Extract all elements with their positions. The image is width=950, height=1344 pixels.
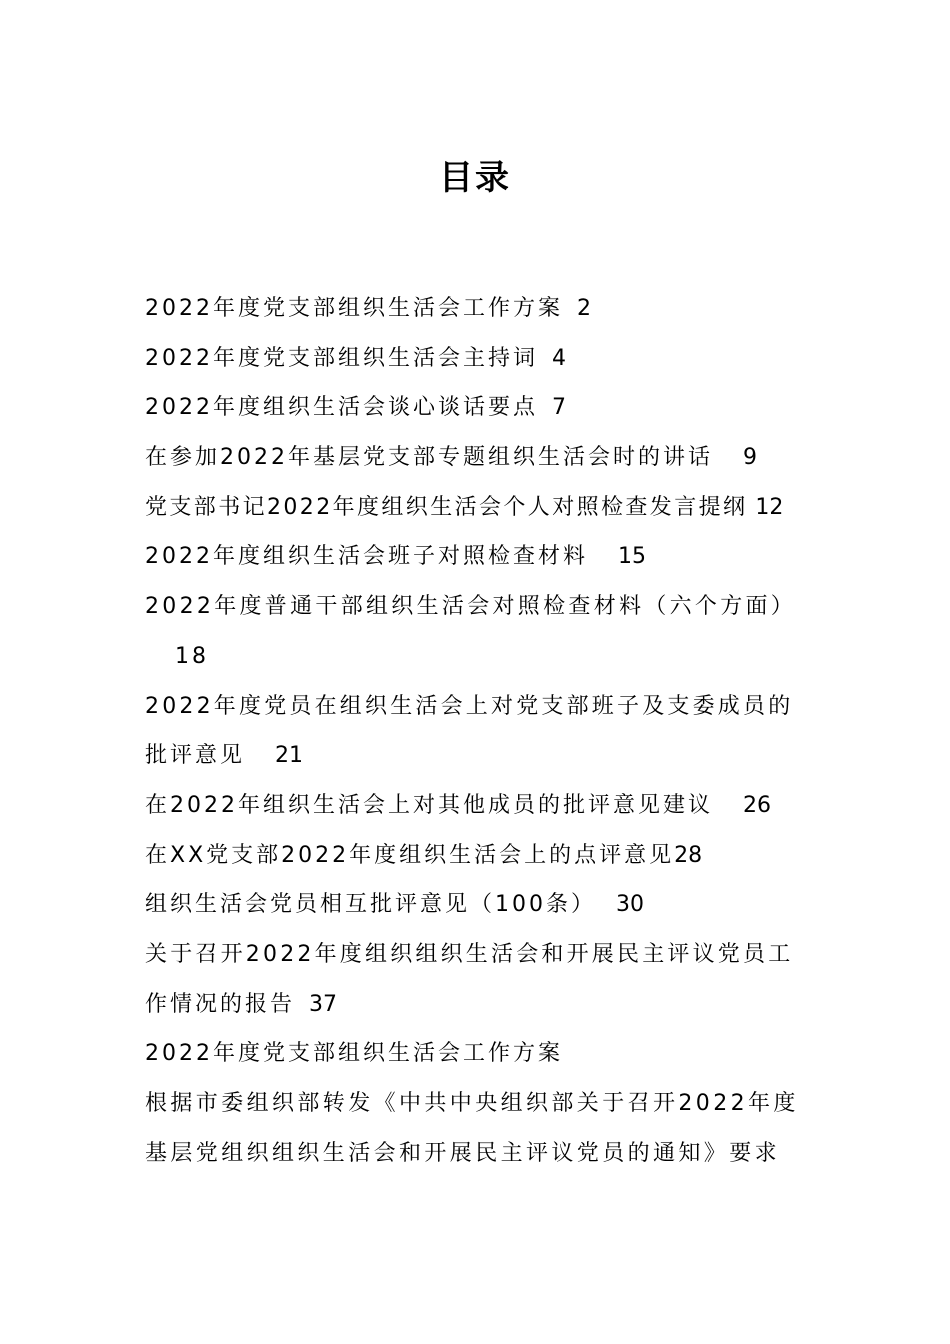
toc-entry[interactable] (145, 383, 810, 433)
toc-entry-page: 4 (552, 345, 566, 371)
toc-entry[interactable] (145, 930, 810, 1029)
toc-entry-page: 7 (552, 395, 566, 421)
toc-entry-page: 12 (755, 494, 784, 520)
toc-entry-page: 18 (175, 643, 209, 669)
toc-entry-page: 28 (674, 842, 703, 868)
toc-entry-title: 在2022年组织生活会上对其他成员的批评意见建议 (145, 792, 713, 818)
body-line: 基层党组织组织生活会和开展民主评议党员的通知》要求 (145, 1140, 781, 1166)
toc-entry-page: 37 (309, 991, 338, 1017)
toc-entry[interactable] (145, 532, 810, 582)
toc-entry-title-line1: 关于召开2022年度组织组织生活会和开展民主评议党员工 (145, 941, 794, 967)
toc-entry-title: 2022年度普通干部组织生活会对照检查材料（六个方面） (145, 594, 797, 620)
toc-entry-title: 在参加2022年基层党支部专题组织生活会时的讲话 (145, 445, 713, 471)
toc-entry[interactable] (145, 284, 810, 334)
toc-entry-title-line2: 作情况的报告 (145, 991, 296, 1017)
section-heading: 2022年度党支部组织生活会工作方案 (145, 1041, 563, 1067)
toc-entry[interactable] (145, 781, 810, 831)
toc-entry[interactable] (145, 483, 810, 533)
toc-entry[interactable] (145, 880, 810, 930)
toc-entry-title: 2022年度党支部组织生活会工作方案 (145, 296, 563, 321)
toc-entry[interactable] (145, 334, 810, 384)
toc-entry[interactable] (145, 831, 810, 881)
toc-entry-page: 30 (616, 892, 644, 918)
toc-entry-title: 2022年度党支部组织生活会主持词 (145, 345, 538, 371)
table-of-contents (145, 284, 810, 1029)
toc-entry[interactable] (145, 582, 810, 681)
toc-entry-title: 2022年度组织生活会谈心谈话要点 (145, 395, 538, 421)
toc-entry-title: 2022年度组织生活会班子对照检查材料 (145, 544, 588, 570)
body-line: 根据市委组织部转发《中共中央组织部关于召开2022年度 (145, 1091, 799, 1116)
toc-entry-page: 9 (743, 445, 757, 471)
toc-entry-page: 26 (743, 792, 771, 818)
toc-entry-title-line2: 批评意见 (145, 743, 246, 769)
toc-entry-title: 在XX党支部2022年度组织生活会上的点评意见 (145, 842, 675, 868)
body-paragraph (145, 1079, 810, 1178)
toc-entry-title: 党支部书记2022年度组织生活会个人对照检查发言提纲 (145, 494, 748, 520)
toc-entry[interactable] (145, 682, 810, 781)
toc-entry-title-line1: 2022年度党员在组织生活会上对党支部班子及支委成员的 (145, 693, 794, 719)
toc-entry-page: 21 (275, 743, 304, 769)
toc-entry-page: 15 (618, 544, 646, 570)
toc-entry-page: 2 (577, 296, 591, 321)
toc-entry-title: 组织生活会党员相互批评意见（100条） (145, 892, 596, 918)
document-content (145, 284, 810, 1178)
toc-entry[interactable] (145, 433, 810, 483)
page-title: 目录 (439, 158, 511, 198)
